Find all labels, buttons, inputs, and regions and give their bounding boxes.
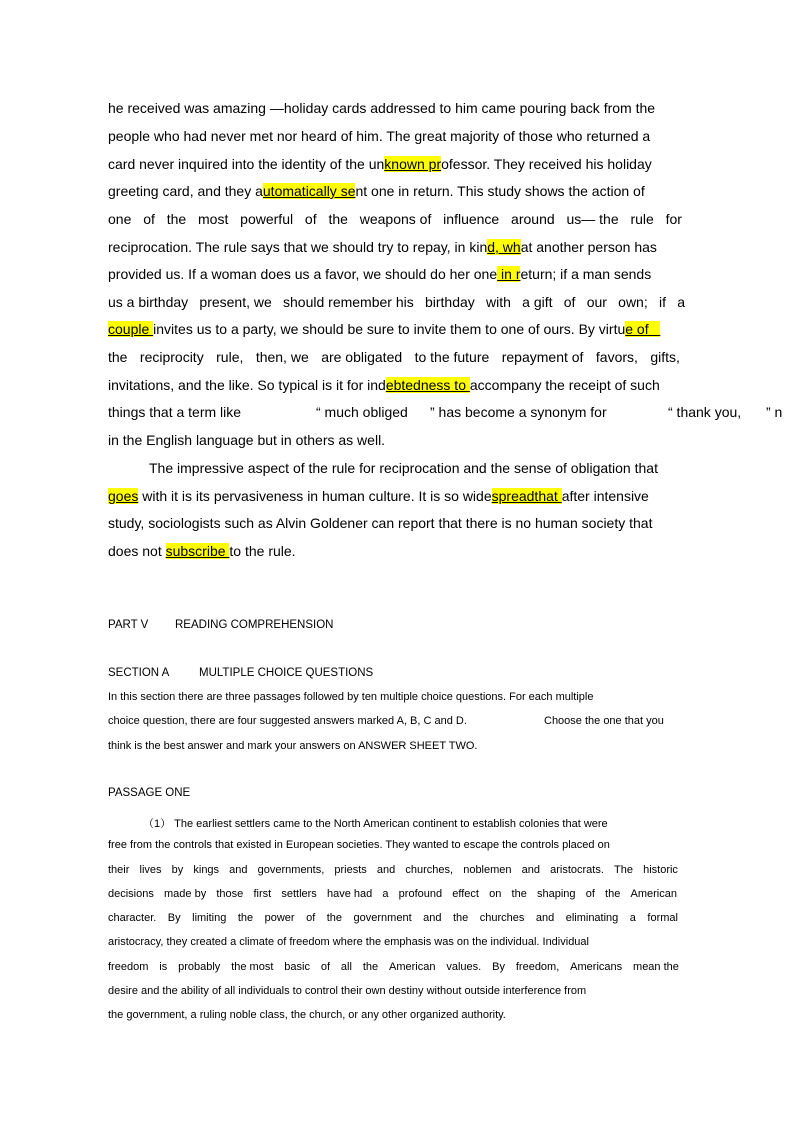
text-line: the reciprocity rule, then, we are obligated to the future repayment of favors, gifts, xyxy=(108,349,680,365)
text-run: people who had never met nor heard of him. The great majority of those who returned a xyxy=(108,128,651,144)
text-run: ” n xyxy=(766,404,783,420)
text-run: at another person has xyxy=(520,239,657,255)
text-run: after intensive xyxy=(561,488,649,504)
part-heading-title: READING COMPREHENSION xyxy=(175,619,334,631)
quote-obliged xyxy=(316,404,408,420)
passage-line: free from the controls that existed in European societies. They wanted to escape the controls placed on xyxy=(108,839,610,851)
instructions-line: think is the best answer and mark your answers on ANSWER SHEET TWO. xyxy=(108,740,478,752)
text-run: reciprocation. The rule says that we should try to repay, in kin xyxy=(108,239,488,255)
text-run: to the rule. xyxy=(229,543,296,559)
passage-line: freedom is probably the most basic of all the American values. By freedom, Americans mean the xyxy=(108,961,679,973)
text-run: things that a term like xyxy=(108,404,242,420)
highlighted-text: in r xyxy=(497,266,521,282)
text-run: invites us to a party, we should be sure to invite them to one of ours. By virtu xyxy=(153,321,626,337)
text-line xyxy=(108,515,652,531)
highlighted-text: goes xyxy=(108,488,139,504)
passage-line: desire and the ability of all individuals to control their own destiny without outside interference from xyxy=(108,985,587,997)
text-run: does not xyxy=(108,543,166,559)
section-heading-title: MULTIPLE CHOICE QUESTIONS xyxy=(199,667,374,679)
text-run: accompany the receipt of such xyxy=(469,377,660,393)
text-run: study, sociologists such as Alvin Goldener can report that there is no human society that xyxy=(108,515,653,531)
highlighted-text: known pr xyxy=(384,156,442,172)
text-line xyxy=(108,239,657,255)
highlighted-text: ebtedness to xyxy=(385,377,470,393)
text-run: ofessor. They received his holiday xyxy=(441,156,652,172)
text-line-cutoff xyxy=(766,404,782,420)
text-line xyxy=(430,404,607,420)
text-line xyxy=(108,156,652,172)
instructions-line: In this section there are three passages followed by ten multiple choice questions. For each multiple xyxy=(108,691,594,703)
highlighted-text: spreadthat xyxy=(491,488,562,504)
text-line xyxy=(108,100,655,116)
text-run: nt one in return. This study shows the action of xyxy=(355,183,645,199)
passage-line: aristocracy, they created a climate of freedom where the emphasis was on the individual. Individual xyxy=(108,936,589,948)
passage-line: their lives by kings and governments, priests and churches, noblemen and aristocrats. The historic xyxy=(108,864,678,876)
text-line xyxy=(108,321,660,337)
passage-line: the government, a ruling noble class, the church, or any other organized authority. xyxy=(108,1009,506,1021)
text-line xyxy=(108,543,296,559)
text-line: one of the most powerful of the weapons of influence around us— the rule for xyxy=(108,211,682,227)
text-run: he received was amazing —holiday cards addressed to him came pouring back from the xyxy=(108,100,656,116)
text-run: in the English language but in others as well. xyxy=(108,432,386,448)
text-line xyxy=(108,128,650,144)
passage-title: PASSAGE ONE xyxy=(108,787,191,799)
highlighted-text: utomatically se xyxy=(262,183,356,199)
text-line: us a birthday present, we should remember his birthday with a gift of our own; if a xyxy=(108,294,685,310)
text-run: eturn; if a man sends xyxy=(520,266,652,282)
highlighted-text: d, wh xyxy=(487,239,521,255)
text-run: with it is its pervasiveness in human culture. It is so wide xyxy=(138,488,492,504)
text-run: card never inquired into the identity of the un xyxy=(108,156,385,172)
text-run: “ thank you, xyxy=(668,404,742,420)
text-run: provided us. If a woman does us a favor, we should do her one xyxy=(108,266,498,282)
passage-line: （1） The earliest settlers came to the North American continent to establish colonies that were xyxy=(143,818,608,830)
text-line xyxy=(108,432,385,448)
instructions-line: choice question, there are four suggested answers marked A, B, C and D. xyxy=(108,715,467,727)
highlighted-text: couple xyxy=(108,321,154,337)
quote-thank-you xyxy=(668,404,741,420)
section-heading-label: SECTION A xyxy=(108,667,170,679)
highlighted-text: subscribe xyxy=(165,543,230,559)
text-line xyxy=(108,488,649,504)
highlighted-text: e of xyxy=(625,321,661,337)
text-line xyxy=(108,377,660,393)
passage-line: character. By limiting the power of the government and the churches and eliminating a formal xyxy=(108,912,678,924)
text-line xyxy=(108,404,241,420)
text-line xyxy=(108,183,645,199)
text-run: invitations, and the like. So typical is it for ind xyxy=(108,377,386,393)
text-run: “ much obliged xyxy=(316,404,408,420)
passage-line: decisions made by those first settlers have had a profound effect on the shaping of the American xyxy=(108,888,677,900)
text-line xyxy=(149,460,658,476)
part-heading-number: PART V xyxy=(108,619,149,631)
text-line xyxy=(108,266,651,282)
instructions-line: Choose the one that you xyxy=(544,715,664,727)
text-run: greeting card, and they a xyxy=(108,183,263,199)
text-run: The impressive aspect of the rule for reciprocation and the sense of obligation that xyxy=(149,460,658,476)
text-run: ” has become a synonym for xyxy=(430,404,607,420)
